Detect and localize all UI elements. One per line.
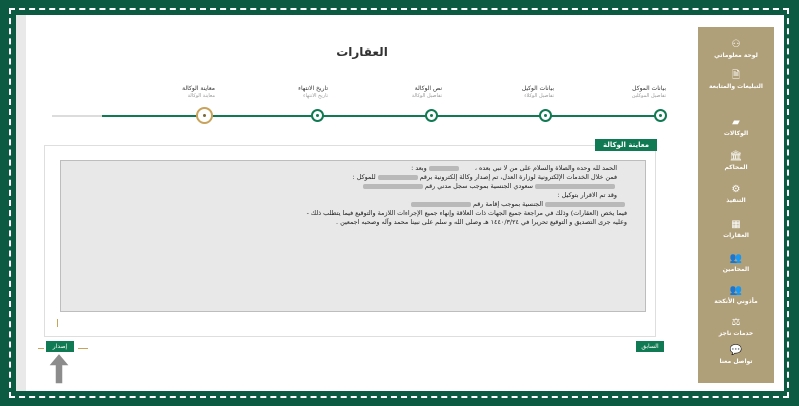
sidebar-item-label: المحامين bbox=[722, 266, 750, 273]
sidebar bbox=[698, 27, 774, 383]
sidebar-item-notifications[interactable] bbox=[698, 70, 774, 90]
focus-marker bbox=[78, 348, 88, 349]
doc-line: الجنسية بموجب إقامة رقم bbox=[69, 200, 637, 209]
step-subtitle: تفاصيل الوكالة bbox=[411, 93, 442, 99]
group-icon: 👥 bbox=[729, 285, 743, 296]
stepper-track-remaining bbox=[52, 115, 102, 117]
step-node-current[interactable] bbox=[196, 107, 213, 124]
sidebar-item-najiz-services[interactable] bbox=[698, 317, 774, 337]
step-node-completed[interactable] bbox=[311, 109, 324, 122]
doc-line: وعليه جرى التصديق و التوقيع تحريرا في ١٤٤٠/٣/٢٤ هـ وصلى الله و سلم على نبينا محمد وآله وصحبه اجمعين . bbox=[336, 218, 627, 226]
stepper-track bbox=[102, 115, 662, 117]
sidebar-item-execution[interactable] bbox=[698, 184, 774, 204]
doc-line: وقد تم الاقرار بتوكيل : bbox=[557, 191, 617, 199]
sidebar-item-label: التبليغات والمتابعة bbox=[709, 83, 763, 90]
step-title: نص الوكالة bbox=[414, 85, 442, 92]
wizard-stepper bbox=[30, 85, 694, 135]
document-icon: 🗎 bbox=[731, 70, 741, 81]
step-subtitle: تفاصيل الموكلين bbox=[631, 93, 666, 99]
dashboard-icon: ⚇ bbox=[731, 39, 741, 50]
sidebar-item-agencies[interactable] bbox=[698, 117, 774, 137]
section-title: معاينة الوكالة bbox=[595, 139, 657, 151]
step-title: معاينة الوكالة bbox=[182, 85, 215, 92]
doc-line: الحمد لله وحده والصلاة والسلام على من لا نبي بعده ، وبعد : bbox=[411, 164, 617, 172]
sidebar-item-label: الوكالات bbox=[723, 130, 749, 137]
building-icon: ▦ bbox=[731, 219, 741, 230]
issue-button[interactable]: إصدار bbox=[46, 341, 74, 352]
sidebar-item-label: التنفيذ bbox=[726, 197, 746, 204]
step-agency-preview[interactable] bbox=[135, 85, 215, 99]
sidebar-item-contact-us[interactable] bbox=[698, 345, 774, 365]
sidebar-item-courts[interactable] bbox=[698, 151, 774, 171]
sidebar-item-real-estate[interactable] bbox=[698, 219, 774, 239]
court-icon: 🏛 bbox=[729, 151, 743, 162]
step-title: تاريخ الانتهاء bbox=[298, 85, 328, 92]
step-node-completed[interactable] bbox=[539, 109, 552, 122]
doc-line: فيما يخص (العقارات) وذلك في مراجعة جميع الجهات ذات العلاقة وإنهاء جميع الإجراءات اللازمة والتوقيع فيما يتطلب ذلك - bbox=[306, 209, 627, 217]
step-agent-data[interactable] bbox=[474, 85, 554, 99]
doc-line: فمن خلال الخدمات الإلكترونية لوزارة العدل، تم إصدار وكالة إلكترونية برقمللموكل : bbox=[352, 173, 617, 181]
lawyers-icon: 👥 bbox=[729, 253, 743, 264]
sidebar-item-marriage-officials[interactable] bbox=[698, 285, 774, 305]
step-node-completed[interactable] bbox=[654, 109, 667, 122]
step-client-data[interactable] bbox=[586, 85, 666, 99]
step-agency-text[interactable] bbox=[362, 85, 442, 99]
focus-marker bbox=[38, 348, 44, 349]
folder-icon: ▰ bbox=[732, 117, 740, 128]
doc-line: سعودي الجنسية بموجب سجل مدني رقم bbox=[69, 182, 637, 191]
pointer-arrow-icon bbox=[46, 351, 72, 385]
sidebar-item-label: لوحة معلوماتي bbox=[714, 52, 758, 59]
sidebar-item-label: مأذوني الأنكحة bbox=[714, 298, 758, 305]
agency-document-text bbox=[60, 160, 646, 312]
sidebar-item-label: خدمات ناجز bbox=[718, 330, 754, 337]
gears-icon: ⚙ bbox=[731, 184, 741, 195]
step-expiry-date[interactable] bbox=[248, 85, 328, 99]
sidebar-item-lawyers[interactable] bbox=[698, 253, 774, 273]
sidebar-item-dashboard[interactable] bbox=[698, 39, 774, 59]
step-subtitle: تفاصيل الوكلاء bbox=[524, 93, 554, 99]
step-title: بيانات الوكيل bbox=[521, 85, 554, 92]
step-subtitle: تاريخ الانتهاء bbox=[303, 93, 328, 99]
sidebar-item-label: تواصل معنا bbox=[719, 358, 753, 365]
main-content bbox=[30, 27, 694, 383]
step-title: بيانات الموكل bbox=[632, 85, 666, 92]
sidebar-item-label: العقارات bbox=[723, 232, 749, 239]
chat-icon: 💬 bbox=[729, 345, 743, 356]
step-node-completed[interactable] bbox=[425, 109, 438, 122]
scroll-strip bbox=[16, 15, 26, 391]
previous-button[interactable]: السابق bbox=[636, 341, 664, 352]
step-subtitle: معاينة الوكالة bbox=[187, 93, 215, 99]
text-cursor bbox=[57, 319, 58, 327]
page-title: العقارات bbox=[336, 45, 388, 59]
sidebar-item-label: المحاكم bbox=[724, 164, 748, 171]
scale-icon: ⚖ bbox=[731, 317, 741, 328]
